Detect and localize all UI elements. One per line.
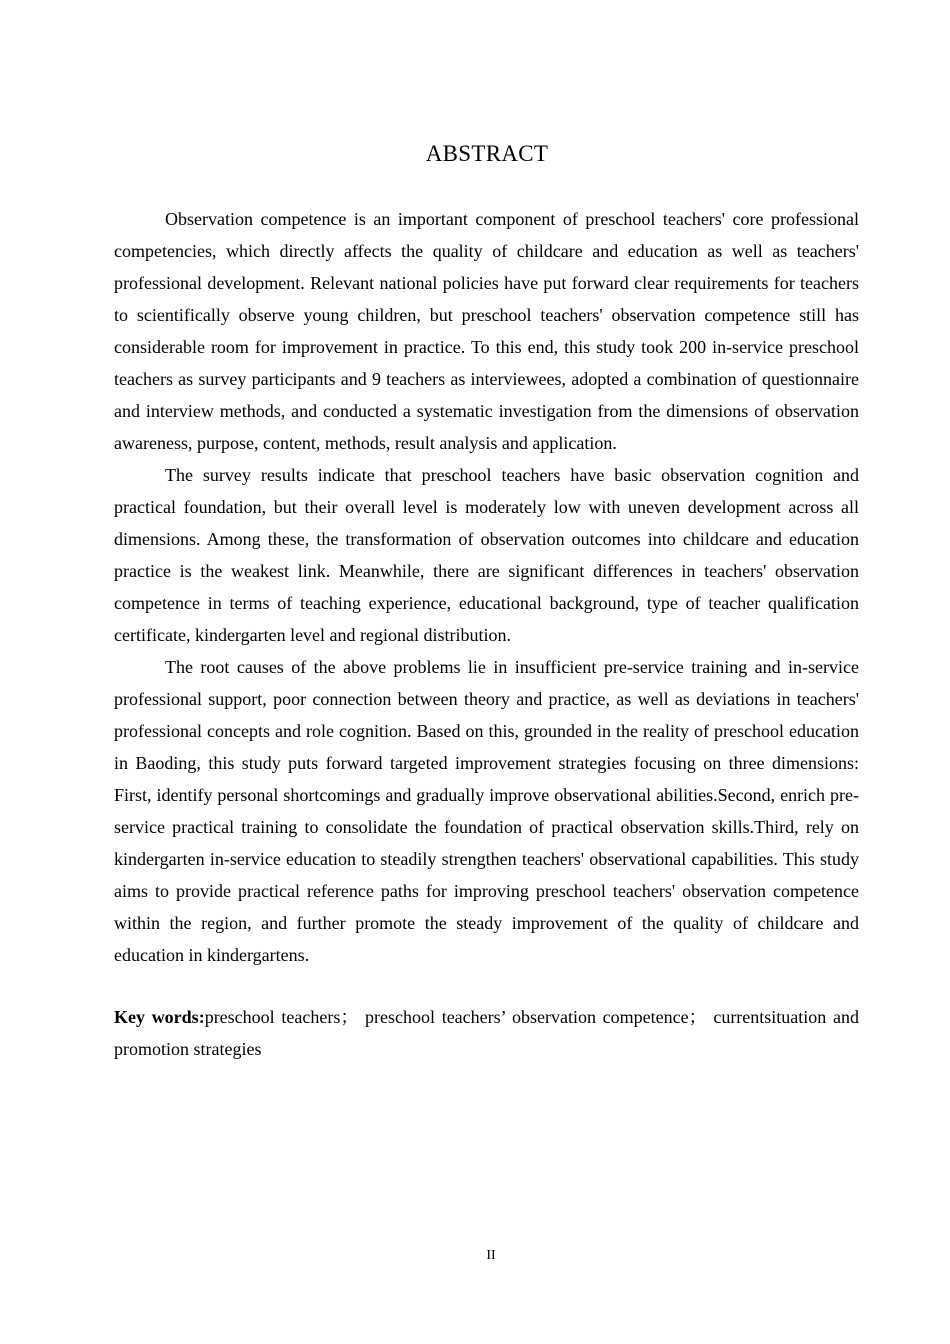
abstract-body <box>114 203 859 971</box>
abstract-paragraph-2: The survey results indicate that preschool teachers have basic observation cognition and practical foundation, but their overall level is moderately low with uneven development across all dimensions. Among these, the transformation of observation outcomes into childcare and education practice is the weakest link. Meanwhile, there are significant differences in teachers' observation competence in terms of teaching experience, educational background, type of teacher qualification certificate, kindergarten level and regional distribution. <box>114 465 859 645</box>
keywords-label: Key words: <box>114 1007 205 1027</box>
abstract-paragraph-1: Observation competence is an important component of preschool teachers' core professional competencies, which directly affects the quality of childcare and education as well as teachers' professional development. Relevant national policies have put forward clear requirements for teachers to scientifically observe young children, but preschool teachers' observation competence still has considerable room for improvement in practice. To this end, this study took 200 in-service preschool teachers as survey participants and 9 teachers as interviewees, adopted a combination of questionnaire and interview methods, and conducted a systematic investigation from the dimensions of observation awareness, purpose, content, methods, result analysis and application. <box>114 209 859 453</box>
keywords-line <box>114 1001 859 1065</box>
abstract-paragraph-3: The root causes of the above problems lie in insufficient pre-service training and in-service professional support, poor connection between theory and practice, as well as deviations in teachers' professional concepts and role cognition. Based on this, grounded in the reality of preschool education in Baoding, this study puts forward targeted improvement strategies focusing on three dimensions: First, identify personal shortcomings and gradually improve observational abilities.Second, enrich pre-service practical training to consolidate the foundation of practical observation skills.Third, rely on kindergarten in-service education to steadily strengthen teachers' observational capabilities. This study aims to provide practical reference paths for improving preschool teachers' observation competence within the region, and further promote the steady improvement of the quality of childcare and education in kindergartens. <box>114 657 859 965</box>
abstract-title: ABSTRACT <box>425 141 549 166</box>
page-number: II <box>486 1248 496 1263</box>
keywords-text: preschool teachers； preschool teachers’ observation competence； currentsituation and promotion strategies <box>114 1007 859 1059</box>
